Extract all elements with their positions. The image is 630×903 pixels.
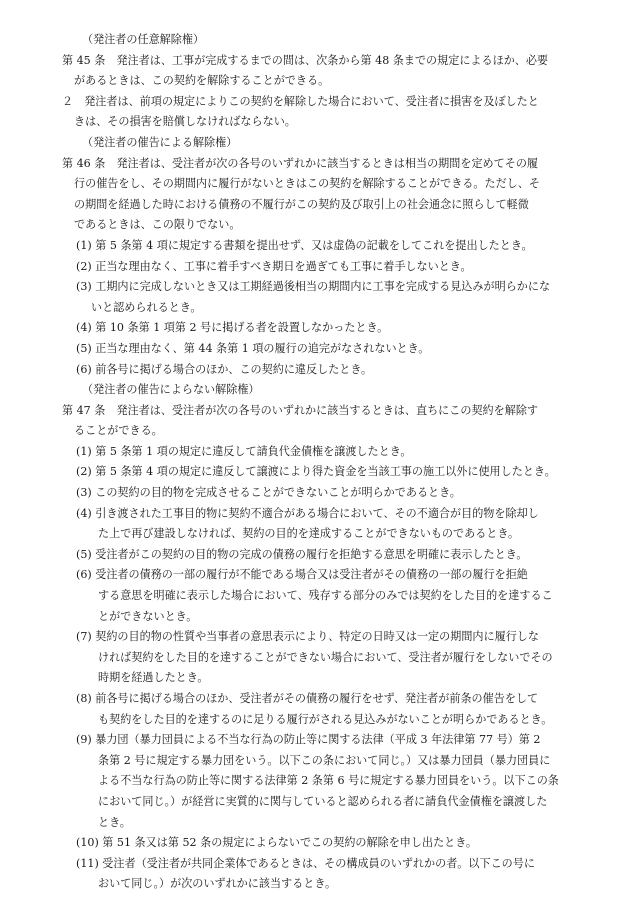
section-heading: （発注者の催告によらない解除権） bbox=[82, 383, 260, 397]
list-item: (5) 正当な理由なく、第 44 条第 1 項の履行の追完がなされないとき。 bbox=[76, 341, 430, 355]
article-46-continued: 行の催告をし、その期間内に履行がないときはこの契約を解除することができる。ただし、そ bbox=[74, 177, 540, 191]
list-item: (8) 前各号に掲げる場合のほか、受注者がその債務の履行をせず、発注者が前条の催告をして bbox=[76, 692, 539, 705]
list-item: (10) 第 51 条又は第 52 条の規定によらないでこの契約の解除を申し出たとき。 bbox=[76, 836, 478, 850]
list-item-continued: よる不当な行為の防止等に関する法律第 2 条第 6 号に規定する暴力団員をいう。以下この条 bbox=[98, 774, 559, 788]
list-item: (2) 正当な理由なく、工事に着手すべき期日を過ぎても工事に着手しないとき。 bbox=[76, 259, 472, 273]
article-46-continued: の期間を経過した時における債務の不履行がこの契約及び取引上の社会通念に照らして軽微 bbox=[74, 197, 529, 211]
list-item-continued: する意思を明確に表示した場合において、残存する部分のみでは契約をした目的を達するこ bbox=[98, 589, 553, 603]
list-item-continued: とき。 bbox=[98, 815, 131, 829]
section-heading: （発注者の催告による解除権） bbox=[82, 135, 238, 149]
article-46-continued: であるときは、この限りでない。 bbox=[74, 218, 241, 232]
article-45: 第 45 条 発注者は、工事が完成するまでの間は、次条から第 48 条までの規定によるほか、必要 bbox=[62, 53, 549, 67]
list-item-continued: 時期を経過したとき。 bbox=[98, 671, 209, 685]
list-item: (7) 契約の目的物の性質や当事者の意思表示により、特定の日時又は一定の期間内に履行しな bbox=[76, 630, 539, 644]
list-item-continued: た上で再び建設しなければ、契約の目的を達成することができないものであるとき。 bbox=[98, 527, 520, 541]
list-item: (6) 受注者の債務の一部の履行が不能である場合又は受注者がその債務の一部の履行を拒絶 bbox=[76, 568, 528, 582]
list-item-continued: において同じ。）が経営に実質的に関与していると認められる者に請負代金債権を譲渡した bbox=[98, 794, 548, 808]
list-item-continued: とができないとき。 bbox=[98, 609, 198, 623]
section-heading: （発注者の任意解除権） bbox=[82, 33, 205, 46]
list-item: (3) この契約の目的物を完成させることができないことが明らかであるとき。 bbox=[76, 486, 461, 500]
article-45-paragraph-2: ２ 発注者は、前項の規定によりこの契約を解除した場合において、受注者に損害を及ぼしたと bbox=[62, 94, 539, 108]
list-item-continued: も契約をした目的を達するのに足りる履行がされる見込みがないことが明らかであるとき。 bbox=[98, 712, 553, 726]
list-item: (1) 第 5 条第 1 項の規定に違反して請負代金債権を譲渡したとき。 bbox=[76, 444, 412, 458]
article-46: 第 46 条 発注者は、受注者が次の各号のいずれかに該当するときは相当の期間を定めてその履 bbox=[62, 156, 539, 170]
article-47-continued: ることができる。 bbox=[74, 424, 163, 438]
article-45-continued: があるときは、この契約を解除することができる。 bbox=[74, 74, 330, 88]
list-item: (11) 受注者（受注者が共同企業体であるときは、その構成員のいずれかの者。以下この号に bbox=[76, 856, 535, 870]
list-item: (2) 第 5 条第 4 項の規定に違反して譲渡により得た資金を当該工事の施工以外に使用したとき。 bbox=[76, 465, 556, 479]
list-item-continued: おいて同じ。）が次のいずれかに該当するとき。 bbox=[98, 877, 337, 891]
article-45-paragraph-2-continued: きは、その損害を賠償しなければならない。 bbox=[74, 115, 296, 129]
list-item: (4) 引き渡された工事目的物に契約不適合がある場合において、その不適合が目的物を除却し bbox=[76, 506, 539, 520]
article-47: 第 47 条 発注者は、受注者が次の各号のいずれかに該当するときは、直ちにこの契約を解除す bbox=[62, 403, 539, 417]
list-item: (6) 前各号に掲げる場合のほか、この契約に違反したとき。 bbox=[76, 362, 373, 376]
document-page bbox=[0, 30, 630, 895]
list-item-continued: いと認められるとき。 bbox=[91, 300, 202, 314]
list-item-continued: ければ契約をした目的を達することができない場合において、受注者が履行をしないでその bbox=[98, 650, 553, 664]
list-item: (9) 暴力団（暴力団員による不当な行為の防止等に関する法律（平成 3 年法律第 77 号）第 2 bbox=[76, 733, 541, 747]
list-item: (1) 第 5 条第 4 項に規定する書類を提出せず、又は虚偽の記載をしてこれを提出したとき。 bbox=[76, 238, 533, 252]
list-item: (4) 第 10 条第 1 項第 2 号に掲げる者を設置しなかったとき。 bbox=[76, 321, 389, 335]
list-item: (3) 工期内に完成しないとき又は工期経過後相当の期間内に工事を完成する見込みが明らかにな bbox=[76, 280, 551, 294]
list-item-continued: 条第 2 号に規定する暴力団をいう。以下この条において同じ。）又は暴力団員（暴力団員に bbox=[98, 753, 551, 767]
list-item: (5) 受注者がこの契約の目的物の完成の債務の履行を拒絶する意思を明確に表示したとき。 bbox=[76, 547, 528, 561]
